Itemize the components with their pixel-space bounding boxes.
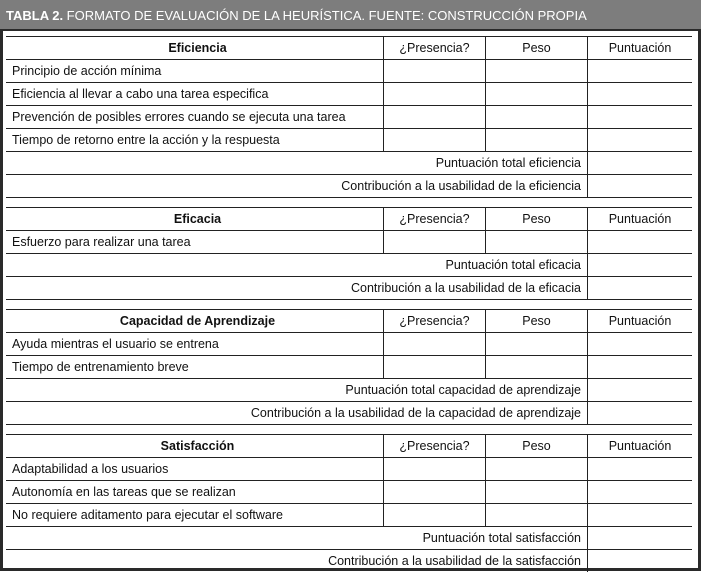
presence-cell[interactable] xyxy=(383,60,485,82)
total-label: Puntuación total eficacia xyxy=(445,258,581,272)
total-row xyxy=(6,253,692,276)
criterion-label: Eficiencia al llevar a cabo una tarea especifica xyxy=(12,87,269,101)
score-cell[interactable] xyxy=(587,458,692,480)
column-header-score: Puntuación xyxy=(587,208,692,230)
column-header-weight: Peso xyxy=(485,310,587,332)
total-value-cell[interactable] xyxy=(587,152,692,174)
column-header-score: Puntuación xyxy=(587,435,692,457)
column-header-presence: ¿Presencia? xyxy=(383,435,485,457)
score-cell[interactable] xyxy=(587,231,692,253)
criterion-row xyxy=(6,355,692,378)
presence-cell[interactable] xyxy=(383,481,485,503)
column-header-score: Puntuación xyxy=(587,310,692,332)
criterion-row xyxy=(6,128,692,151)
column-header-weight: Peso xyxy=(485,37,587,59)
weight-cell[interactable] xyxy=(485,129,587,151)
criterion-row xyxy=(6,457,692,480)
criterion-row xyxy=(6,332,692,355)
section-title: Eficacia xyxy=(173,212,222,226)
total-value-cell[interactable] xyxy=(587,379,692,401)
total-value-cell[interactable] xyxy=(587,527,692,549)
contribution-label: Contribución a la usabilidad de la satisfacción xyxy=(328,554,581,568)
total-row xyxy=(6,526,692,549)
criterion-label: Tiempo de entrenamiento breve xyxy=(12,360,189,374)
section-title: Capacidad de Aprendizaje xyxy=(119,314,276,328)
weight-cell[interactable] xyxy=(485,333,587,355)
score-cell[interactable] xyxy=(587,504,692,526)
criterion-row xyxy=(6,82,692,105)
column-header-presence: ¿Presencia? xyxy=(383,208,485,230)
total-row xyxy=(6,151,692,174)
score-cell[interactable] xyxy=(587,60,692,82)
contribution-row xyxy=(6,549,692,572)
contribution-label: Contribución a la usabilidad de la capacidad de aprendizaje xyxy=(250,406,581,420)
contribution-value-cell[interactable] xyxy=(587,550,692,572)
weight-cell[interactable] xyxy=(485,356,587,378)
presence-cell[interactable] xyxy=(383,129,485,151)
criterion-label: Esfuerzo para realizar una tarea xyxy=(12,235,191,249)
score-cell[interactable] xyxy=(587,129,692,151)
contribution-label: Contribución a la usabilidad de la eficiencia xyxy=(341,179,581,193)
weight-cell[interactable] xyxy=(485,458,587,480)
column-header-presence: ¿Presencia? xyxy=(383,310,485,332)
criterion-row xyxy=(6,230,692,253)
criterion-label: Adaptabilidad a los usuarios xyxy=(12,462,169,476)
criterion-row xyxy=(6,503,692,526)
score-cell[interactable] xyxy=(587,481,692,503)
criterion-label: Autonomía en las tareas que se realizan xyxy=(12,485,236,499)
criterion-label: Tiempo de retorno entre la acción y la respuesta xyxy=(12,133,280,147)
contribution-label: Contribución a la usabilidad de la eficacia xyxy=(350,281,581,295)
criterion-row xyxy=(6,59,692,82)
criterion-label: Ayuda mientras el usuario se entrena xyxy=(12,337,219,351)
section-title: Satisfacción xyxy=(160,439,235,453)
criterion-label: Prevención de posibles errores cuando se ejecuta una tarea xyxy=(12,110,346,124)
contribution-row xyxy=(6,401,692,424)
presence-cell[interactable] xyxy=(383,333,485,355)
total-value-cell[interactable] xyxy=(587,254,692,276)
section-gap xyxy=(6,424,692,434)
column-header-weight: Peso xyxy=(485,435,587,457)
evaluation-table xyxy=(6,36,692,572)
weight-cell[interactable] xyxy=(485,83,587,105)
weight-cell[interactable] xyxy=(485,106,587,128)
weight-cell[interactable] xyxy=(485,60,587,82)
contribution-value-cell[interactable] xyxy=(587,277,692,299)
presence-cell[interactable] xyxy=(383,106,485,128)
total-label: Puntuación total eficiencia xyxy=(435,156,581,170)
table-caption xyxy=(0,0,701,31)
section-header xyxy=(6,434,692,457)
caption-text: FORMATO DE EVALUACIÓN DE LA HEURÍSTICA. FUENTE: CONSTRUCCIÓN PROPIA xyxy=(63,8,587,23)
contribution-value-cell[interactable] xyxy=(587,175,692,197)
criterion-row xyxy=(6,480,692,503)
presence-cell[interactable] xyxy=(383,83,485,105)
presence-cell[interactable] xyxy=(383,504,485,526)
weight-cell[interactable] xyxy=(485,481,587,503)
total-label: Puntuación total satisfacción xyxy=(422,531,581,545)
section-header xyxy=(6,309,692,332)
score-cell[interactable] xyxy=(587,356,692,378)
contribution-row xyxy=(6,276,692,299)
column-header-score: Puntuación xyxy=(587,37,692,59)
section-title: Eficiencia xyxy=(168,41,227,55)
weight-cell[interactable] xyxy=(485,504,587,526)
section-gap xyxy=(6,299,692,309)
criterion-row xyxy=(6,105,692,128)
score-cell[interactable] xyxy=(587,333,692,355)
score-cell[interactable] xyxy=(587,106,692,128)
presence-cell[interactable] xyxy=(383,231,485,253)
total-label: Puntuación total capacidad de aprendizaje xyxy=(345,383,581,397)
presence-cell[interactable] xyxy=(383,356,485,378)
caption-label: TABLA 2. xyxy=(6,8,64,23)
section-header xyxy=(6,207,692,230)
column-header-weight: Peso xyxy=(485,208,587,230)
weight-cell[interactable] xyxy=(485,231,587,253)
contribution-value-cell[interactable] xyxy=(587,402,692,424)
total-row xyxy=(6,378,692,401)
section-gap xyxy=(6,197,692,207)
contribution-row xyxy=(6,174,692,197)
column-header-presence: ¿Presencia? xyxy=(383,37,485,59)
criterion-label: No requiere aditamento para ejecutar el software xyxy=(12,508,283,522)
criterion-label: Principio de acción mínima xyxy=(12,64,162,78)
section-header xyxy=(6,36,692,59)
presence-cell[interactable] xyxy=(383,458,485,480)
score-cell[interactable] xyxy=(587,83,692,105)
